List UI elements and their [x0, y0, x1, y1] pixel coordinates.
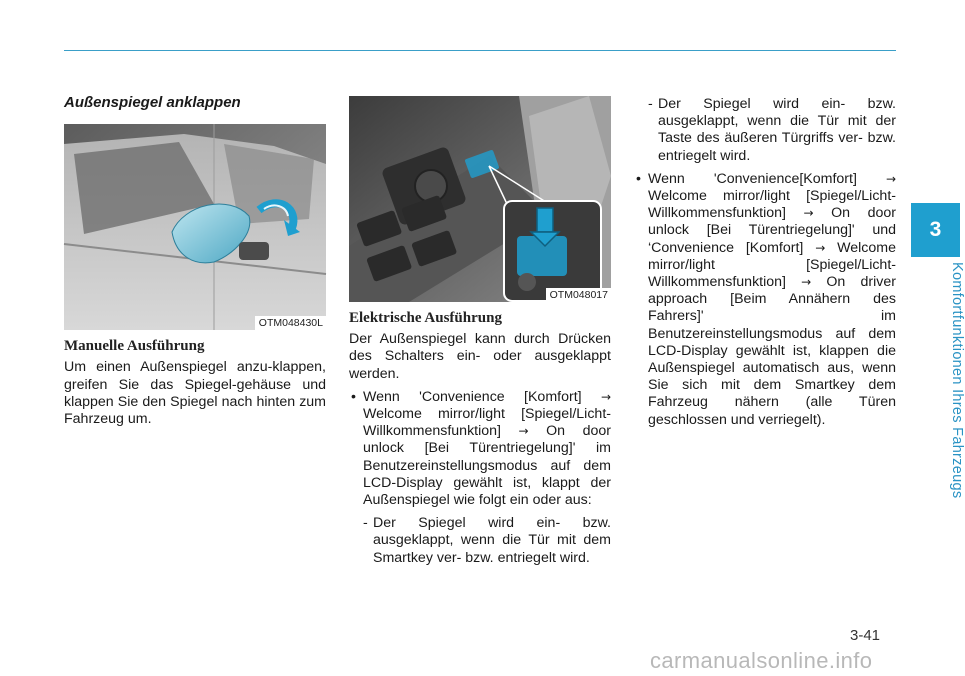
door-switch-illustration [349, 96, 611, 302]
arrow-icon: → [600, 389, 611, 404]
figure-electric-switch [349, 96, 611, 302]
right-column [634, 96, 896, 429]
left-column [64, 94, 326, 428]
chapter-title: Komfortfunktionen Ihres Fahrzeugs [949, 262, 965, 499]
arrow-icon: → [815, 240, 826, 255]
chapter-number-tab[interactable]: 3 [911, 203, 960, 257]
header-rule [64, 50, 896, 51]
dash-mark: - [363, 515, 368, 532]
bullet-text: Welcome mirror/light [Spiegel/Licht-Willkommensfunktion] [648, 239, 896, 291]
bullet-text: On door unlock [Bei Türentriegelung]' im Benutzereinstellungsmodus auf dem LCD-Display gewählt ist, klappt der Außenspiegel wie folgt ein oder aus: [363, 423, 611, 509]
dash-text: Der Spiegel wird ein- bzw. ausgeklappt, wenn die Tür mit der Taste des äußeren Türgriffs ver- bzw. entriegelt wird. [658, 96, 896, 164]
bullet-text: Wenn 'Convenience[Komfort] [648, 170, 886, 187]
bullet-convenience-door-unlock [349, 389, 611, 509]
bullet-text: Wenn 'Convenience [Komfort] [363, 388, 601, 405]
paragraph-electric: Der Außenspiegel kann durch Drücken des Schalters ein- oder ausgeklappt werden. [349, 331, 611, 382]
middle-column [349, 96, 611, 567]
car-mirror-illustration [64, 124, 326, 330]
bullet-convenience-driver-approach [634, 171, 896, 429]
arrow-icon: → [885, 171, 896, 186]
section-title: Außenspiegel anklappen [64, 94, 241, 111]
figure-caption: OTM048017 [546, 288, 611, 302]
bullet-text: On driver approach [Beim Annähern des Fahrers]' im Benutzereinstellungsmodus auf dem LCD-Display gewählt ist, klappen die Außenspiegel automatisch aus, wenn Sie sich mit dem Smartkey dem Fahrzeug nähern (alle Türen geschlossen und verriegelt). [648, 274, 896, 428]
dash-mark: - [648, 96, 653, 112]
paragraph-manual: Um einen Außenspiegel anzu-klappen, greifen Sie das Spiegel-gehäuse und klappen Sie den Spiegel nach hinten zum Fahrzeug um. [64, 359, 326, 428]
watermark: carmanualsonline.info [650, 648, 873, 673]
dash-text: Der Spiegel wird ein- bzw. ausgeklappt, wenn die Tür mit dem Smartkey ver- bzw. entriegelt wird. [373, 515, 611, 566]
bullet-text: Welcome mirror/light [Spiegel/Licht-Willkommensfunktion] [648, 188, 896, 222]
subheading-manual: Manuelle Ausführung [64, 338, 205, 355]
figure-manual-mirror [64, 124, 326, 330]
subheading-electric: Elektrische Ausführung [349, 310, 502, 326]
arrow-icon: → [518, 424, 529, 439]
bullet-text: On door unlock [Bei Türentriegelung]' und ‘Convenience [Komfort] [648, 205, 896, 256]
page-number: 3-41 [850, 627, 881, 644]
dash-item-smartkey [349, 515, 611, 567]
arrow-icon: → [801, 275, 812, 290]
arrow-icon: → [803, 206, 814, 221]
figure-caption: OTM048430L [255, 316, 326, 330]
bullet-text: Welcome mirror/light [Spiegel/Licht-Willkommensfunktion] [363, 406, 611, 440]
dash-item-door-handle [634, 96, 896, 165]
